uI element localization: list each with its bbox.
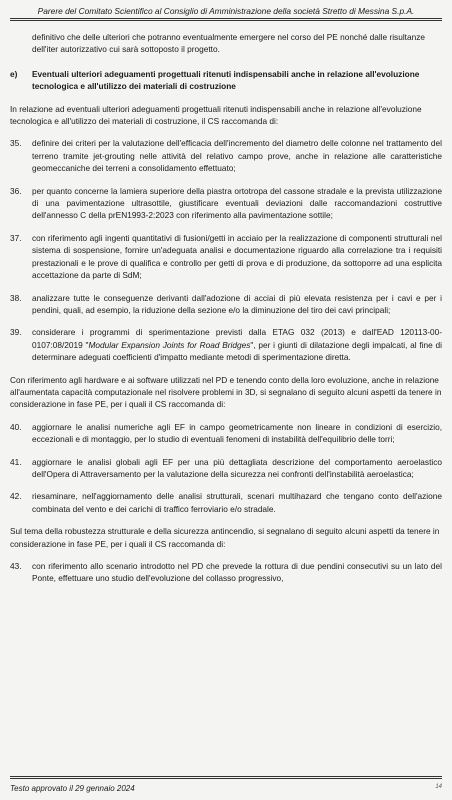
item-number: 41. [10, 456, 22, 467]
item-text-after: ", per i giunti di dilatazione degli impalcati, al fine di determinare adeguati coefficienti d'impatto mediante metodi di sperimentazione diretta. [32, 339, 443, 363]
list-item [10, 137, 442, 174]
list-item [10, 456, 442, 481]
item-text: per quanto concerne la lamiera superiore della piastra ortotropa del cassone stradale e la prevista utilizzazione di una pavimentazione ultrasottile, giustificare eventuali deviazioni dalle raccomandazioni costruttive dell'annesso C della prEN1993-2:2023 con riferimento alla pavimentazione sottile; [32, 185, 442, 221]
item-number: 42. [10, 491, 22, 502]
item-text: con riferimento allo scenario introdotto nel PD che prevede la rottura di due pendini consecutivi su un lato del Ponte, effettuare uno studio dell'evoluzione del collasso progressivo, [32, 561, 442, 584]
intro-paragraph-1: In relazione ad eventuali ulteriori adeguamenti progettuali ritenuti indispensabili anche in relazione all'evoluzione tecnologica e all'utilizzo dei materiali di costruzione, il CS raccomanda di: [10, 103, 422, 127]
continuation-paragraph: definitivo che delle ulteriori che potranno eventualmente emergere nel corso del PE nonché dalle risultanze dell'iter autorizzativo cui sarà sottoposto il progetto. [32, 32, 425, 55]
page-footer [10, 776, 442, 800]
item-number: 40. [10, 421, 22, 432]
item-number: 38. [10, 292, 22, 303]
section-title: Eventuali ulteriori adeguamenti progettuali ritenuti indispensabili anche in relazione all'evoluzione tecnologica e all'utilizzo dei materiali di costruzione [32, 68, 420, 92]
item-number: 37. [10, 232, 22, 243]
item-text: con riferimento agli ingenti quantitativi di fusioni/getti in acciaio per la realizzazione di componenti strutturali nel sistema di sospensione, fornire un'adeguata analisi e documentazione riguardo alla correlazione tra i requisiti prestazionali e le prove di qualifica e controllo per getti di prova e di produzione, da sottoporre ad una esplicita accettazione da parte di SdM; [32, 232, 442, 281]
item-text: aggiornare le analisi numeriche agli EF in campo geometricamente non lineare in condizioni di esercizio, eccezionali e di montaggio, per lo studio di eventuali fenomeni di instabilità dell'equilibrio delle torri; [32, 421, 442, 445]
list-item [10, 185, 442, 222]
item-number: 39. [10, 327, 22, 338]
item-number: 36. [10, 185, 22, 196]
list-item [10, 421, 442, 446]
section-letter: e) [10, 68, 18, 79]
list-item [10, 292, 442, 317]
page-number: 14 [435, 784, 442, 790]
list-item [10, 326, 442, 363]
item-text: aggiornare le analisi globali agli EF per una più dettagliata descrizione del comportamento aeroelastico dell'Opera di Attraversamento per la valutazione della sicurezza nei confronti dell'instabilità aeroelastica; [32, 456, 442, 479]
item-text [32, 326, 442, 363]
item-text: riesaminare, nell'aggiornamento delle analisi strutturali, scenari multihazard che tengano conto dell'azione combinata del vento e dei carichi di traffico ferroviario e/o stradale. [32, 491, 442, 514]
section-heading [10, 68, 442, 93]
item-number: 43. [10, 561, 22, 571]
item-text: definire dei criteri per la valutazione dell'efficacia dell'incremento del diametro delle colonne nel trattamento del terreno tramite jet-grouting nelle attività del relativo campo prove, anche in relazione alle caratteristiche geomeccaniche dei terreni a consolidamento effettuato; [32, 138, 442, 174]
recommendation-list-2 [10, 421, 442, 515]
page-header: Parere del Comitato Scientifico al Consiglio di Amministrazione della società Stretto di Messina S.p.A. [37, 6, 415, 16]
list-item [10, 560, 442, 585]
item-text: analizzare tutte le conseguenze derivanti dall'adozione di acciai di più elevata resistenza per i cavi e per i pendini, quali, ad esempio, la riduzione della sezione e/o la diminuzione del tiro dei cavi principali; [32, 292, 442, 315]
intro-paragraph-3: Sul tema della robustezza strutturale e della sicurezza antincendio, si segnalano di seguito alcuni aspetti da tenere in considerazione in fase PE, per i quali il CS raccomanda di: [10, 526, 440, 549]
item-text-before: considerare i programmi di sperimentazione previsti dalla ETAG 032 (2013) e dall'EAD 120113-00-0107:08/2019 " [32, 327, 442, 350]
footer-approval-text: Testo approvato il 29 gennaio 2024 [10, 784, 135, 793]
intro-paragraph-2: Con riferimento agli hardware e ai software utilizzati nel PD e tenendo conto della loro evoluzione, anche in relazione all'aumentata capacità computazionale nel risolvere problemi in 3D, si segnalano di seguito alcuni aspetti da tenere in considerazione in fase PE, per i quali il CS raccomanda di: [10, 374, 442, 410]
item-text-italic: Modular Expansion Joints for Road Bridges [88, 339, 251, 350]
list-item [10, 232, 442, 282]
header-rule [10, 18, 442, 21]
document-body [10, 31, 442, 585]
recommendation-list-1 [10, 137, 442, 363]
list-item [10, 490, 442, 515]
recommendation-list-3 [10, 560, 442, 585]
item-number: 35. [10, 138, 22, 149]
